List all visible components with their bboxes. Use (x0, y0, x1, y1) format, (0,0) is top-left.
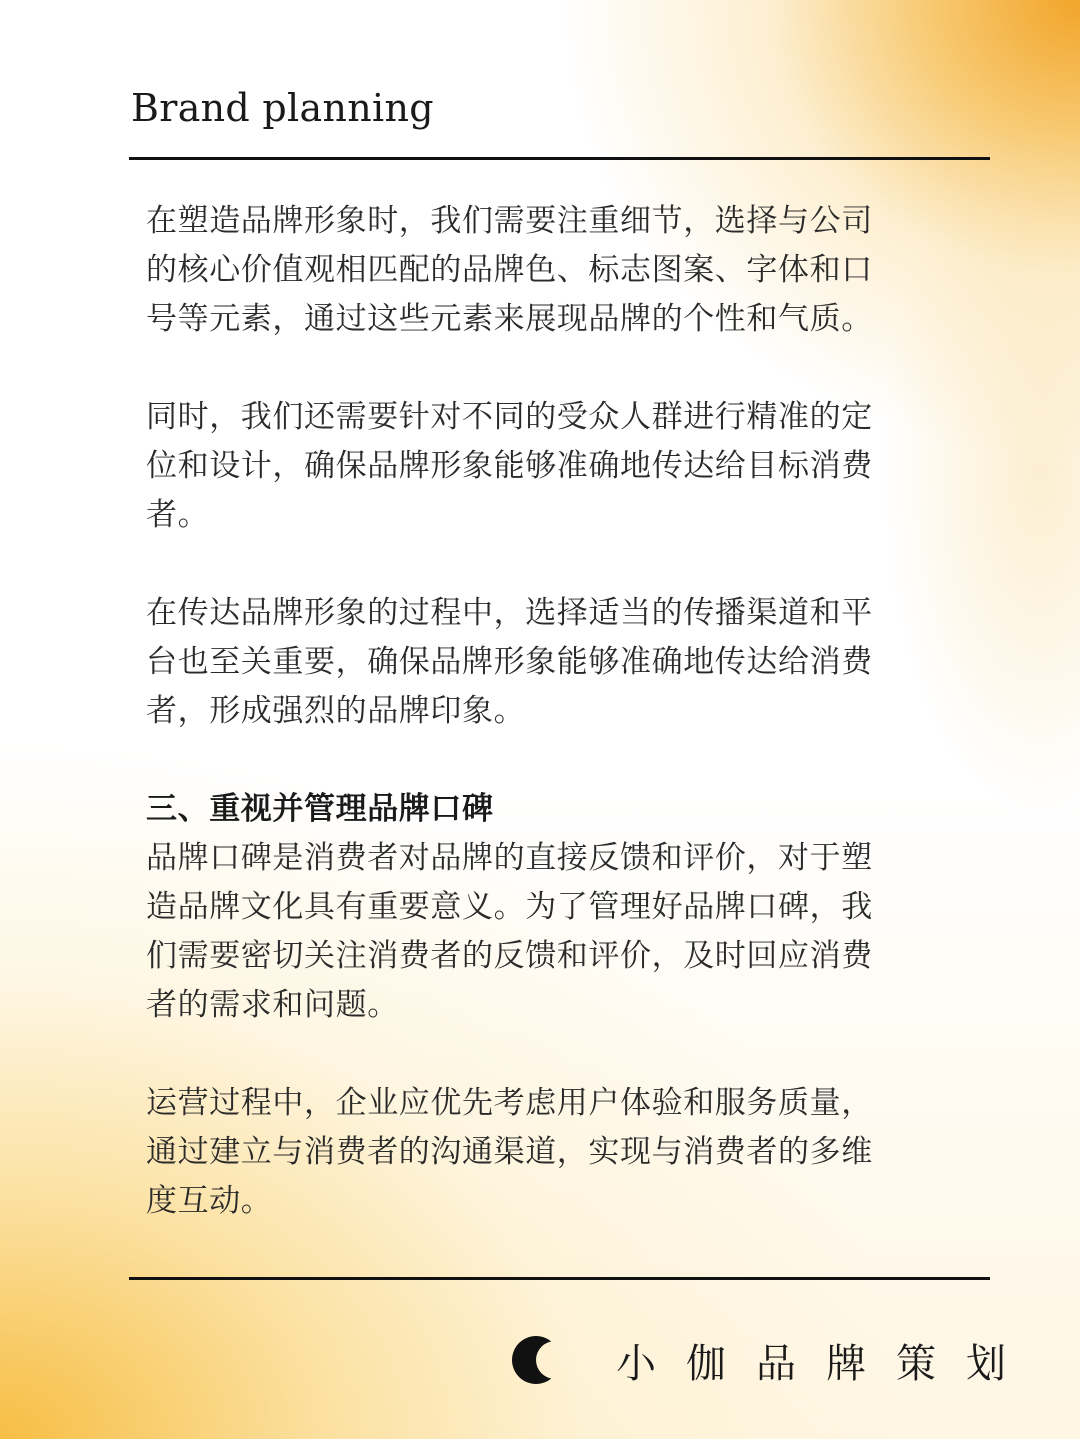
paragraph-1: 在塑造品牌形象时，我们需要注重细节，选择与公司的核心价值观相匹配的品牌色、标志图案、字体和口号等元素，通过这些元素来展现品牌的个性和气质。 (146, 203, 873, 337)
footer-brand (512, 1330, 1036, 1390)
article-body (146, 197, 886, 1275)
crescent-moon-icon (512, 1334, 564, 1386)
background-glow (880, 120, 1080, 820)
page-title: Brand planning (131, 86, 434, 130)
brand-name: 小伽品牌策划 (616, 1340, 1036, 1387)
paragraph-4: 品牌口碑是消费者对品牌的直接反馈和评价，对于塑造品牌文化具有重要意义。为了管理好品牌口碑，我们需要密切关注消费者的反馈和评价，及时回应消费者的需求和问题。 (146, 840, 873, 1023)
bottom-divider (129, 1277, 990, 1280)
paragraph-5: 运营过程中，企业应优先考虑用户体验和服务质量，通过建立与消费者的沟通渠道，实现与消费者的多维度互动。 (146, 1085, 873, 1219)
paragraph-2: 同时，我们还需要针对不同的受众人群进行精准的定位和设计，确保品牌形象能够准确地传达给目标消费者。 (146, 399, 873, 533)
paragraph-3: 在传达品牌形象的过程中，选择适当的传播渠道和平台也至关重要，确保品牌形象能够准确地传达给消费者，形成强烈的品牌印象。 (146, 595, 873, 729)
section-heading: 三、重视并管理品牌口碑 (146, 791, 494, 827)
top-divider (129, 157, 990, 160)
